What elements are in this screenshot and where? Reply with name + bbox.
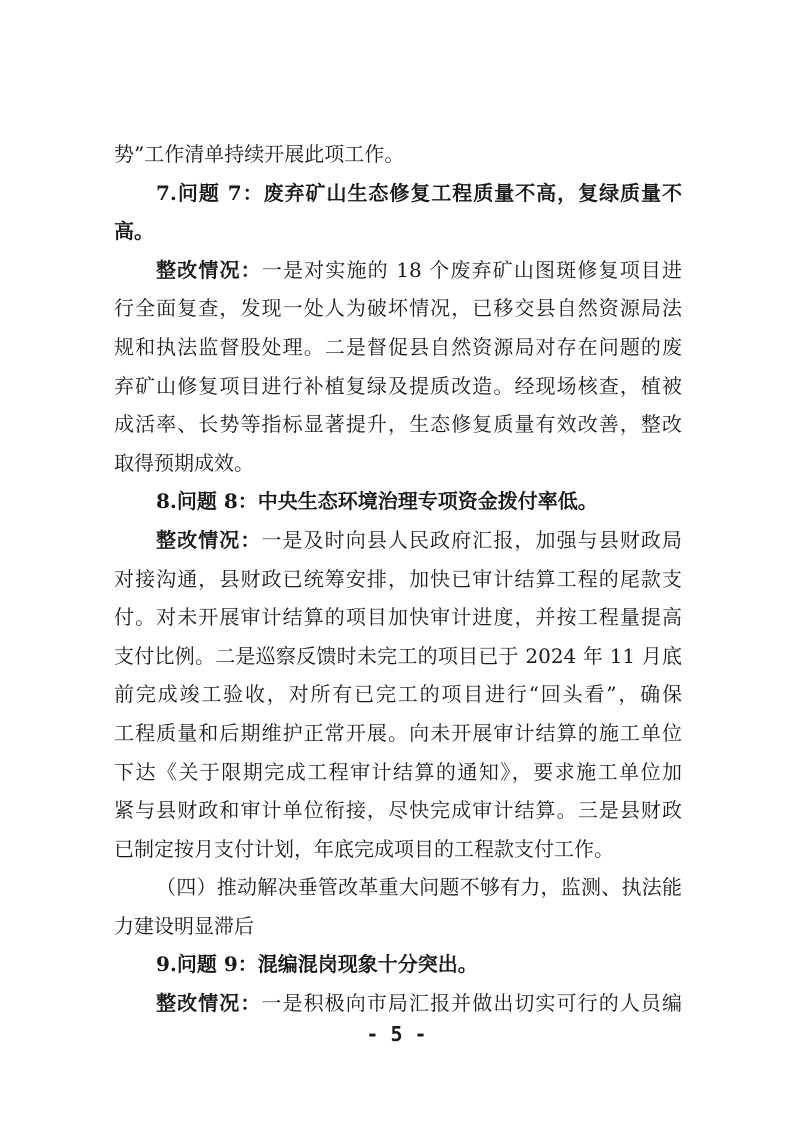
text-line: 成活率、长势等指标显著提升，生态修复质量有效改善，整改 xyxy=(114,412,682,437)
text-line: 行全面复查，发现一处人为破坏情况，已移交县自然资源局法 xyxy=(114,296,682,321)
section-label: 整改情况： xyxy=(156,257,262,282)
text-line: 8.问题 8：中央生态环境治理专项资金拨付率低。 xyxy=(156,489,598,514)
text-line: 规和执法监督股处理。二是督促县自然资源局对存在问题的废 xyxy=(114,334,682,359)
text-line xyxy=(114,251,682,290)
document-body xyxy=(114,135,682,1023)
text-line: 7.问题 7：废弃矿山生态修复工程质量不高，复绿质量不 xyxy=(156,180,682,205)
page-number: - 5 - xyxy=(366,1022,427,1046)
text-line: 工程质量和后期维护正常开展。向未开展审计结算的施工单位 xyxy=(114,720,682,745)
text-line: 9.问题 9：混编混岗现象十分突出。 xyxy=(156,952,478,977)
text-line: 弃矿山修复项目进行补植复绿及提质改造。经现场核查，植被 xyxy=(114,373,682,398)
line-text: 一是对实施的 18 个废弃矿山图斑修复项目进 xyxy=(261,257,683,282)
text-line: 付。对未开展审计结算的项目加快审计进度，并按工程量提高 xyxy=(114,605,682,630)
text-line xyxy=(114,984,682,1023)
line-text: 一是及时向县人民政府汇报，加强与县财政局 xyxy=(261,527,683,552)
text-line: 势”工作清单持续开展此项工作。 xyxy=(114,142,405,166)
text-line: 对接沟通，县财政已统筹安排，加快已审计结算工程的尾款支 xyxy=(114,566,682,591)
text-line: 紧与县财政和审计单位衔接，尽快完成审计结算。三是县财政 xyxy=(114,798,682,823)
section-label: 整改情况： xyxy=(156,991,262,1016)
text-line: 前完成竣工验收，对所有已完工的项目进行“回头看”，确保 xyxy=(114,682,682,707)
line-text: 一是积极向市局汇报并做出切实可行的人员编 xyxy=(261,991,683,1016)
text-line: 已制定按月支付计划，年底完成项目的工程款支付工作。 xyxy=(114,836,614,861)
text-line: 取得预期成效。 xyxy=(114,450,254,475)
text-line: 高。 xyxy=(114,219,154,244)
text-line: （四）推动解决垂管改革重大问题不够有力，监测、执法能 xyxy=(156,875,682,900)
text-line: 下达《关于限期完成工程审计结算的通知》，要求施工单位加 xyxy=(114,759,682,784)
text-line: 支付比例。二是巡察反馈时未完工的项目已于 2024 年 11 月底 xyxy=(114,643,682,668)
section-label: 整改情况： xyxy=(156,527,262,552)
text-line: 力建设明显滞后 xyxy=(114,913,254,938)
text-line xyxy=(114,521,682,560)
